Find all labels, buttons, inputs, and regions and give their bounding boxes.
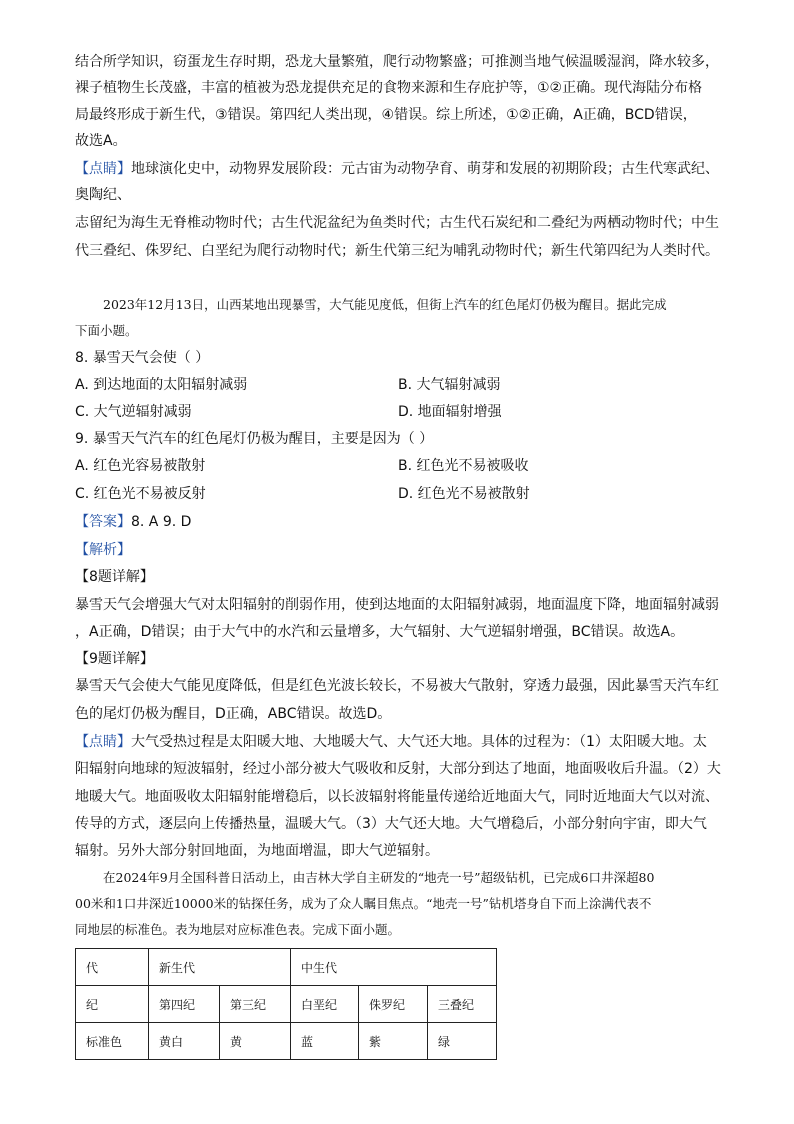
analysis-label: 【解析】: [75, 542, 131, 558]
detail-8-line: 暴雪天气会增强大气对太阳辐射的削弱作用，使到达地面的太阳辐射减弱，地面温度下降，地面辐射减弱: [75, 597, 719, 613]
note-line: 地暖大气。地面吸收太阳辐射能增稳后，以长波辐射将能量传递给近地面大气，同时近地面大气以对流、: [75, 789, 719, 805]
note-line: 传导的方式，逐层向上传播热量，温暖大气。（3）大气还大地。大气增稳后，小部分射向宇宙，即大气: [75, 816, 707, 832]
table-cell: 蓝: [291, 1023, 359, 1060]
table-cell: 黄白: [149, 1023, 220, 1060]
question-8-stem: 8. 暴雪天气会使（ ）: [75, 350, 210, 366]
note-line: 地球演化史中，动物界发展阶段：元古宙为动物孕育、萌芽和发展的初期阶段；古生代寒武纪、: [131, 161, 719, 177]
analysis-line: 局最终形成于新生代，③错误。第四纪人类出现，④错误。综上所述，①②正确，A正确，BCD错误，: [75, 107, 697, 123]
analysis-line: 裸子植物生长茂盛，丰富的植被为恐龙提供充足的食物来源和生存庇护等，①②正确。现代海陆分布格: [75, 80, 703, 96]
table-header-cell: 纪: [76, 986, 149, 1023]
table-row: [76, 949, 497, 986]
note-paragraph: [75, 156, 719, 182]
passage-line: 在2024年9月全国科普日活动上，由吉林大学自主研发的“地壳一号”超级钻机，已完成6口井深超80: [103, 870, 655, 885]
table-cell: 白垩纪: [291, 986, 359, 1023]
table-cell: 绿: [428, 1023, 497, 1060]
table-cell: 侏罗纪: [359, 986, 428, 1023]
note-line: 志留纪为海生无脊椎动物时代；古生代泥盆纪为鱼类时代；古生代石炭纪和二叠纪为两栖动物时代；中生: [75, 215, 719, 231]
question-9-option-c: C. 红色光不易被反射: [75, 486, 206, 502]
question-9-stem: 9. 暴雪天气汽车的红色尾灯仍极为醒目，主要是因为（ ）: [75, 431, 434, 447]
table-header-cell: 代: [76, 949, 149, 986]
detail-8-line: ，A正确，D错误；由于大气中的水汽和云量增多，大气辐射、大气逆辐射增强，BC错误。故选A。: [75, 624, 685, 640]
analysis-line: 结合所学知识，窃蛋龙生存时期，恐龙大量繁殖，爬行动物繁盛；可推测当地气候温暖湿润，降水较多，: [75, 54, 719, 70]
note-line: 阳辐射向地球的短波辐射，经过小部分被大气吸收和反射，大部分到达了地面，地面吸收后升温。（2）大: [75, 761, 721, 777]
question-8-option-b: B. 大气辐射减弱: [398, 377, 501, 393]
note-label: 【点睛】: [75, 734, 131, 750]
question-8-option-a: A. 到达地面的太阳辐射减弱: [75, 377, 248, 393]
table-row: [76, 986, 497, 1023]
question-9-option-a: A. 红色光容易被散射: [75, 458, 206, 474]
detail-9-line: 色的尾灯仍极为醒目，D正确，ABC错误。故选D。: [75, 706, 392, 722]
note-label: 【点睛】: [75, 161, 131, 177]
detail-9-line: 暴雪天气会使大气能见度降低，但是红色光波长较长，不易被大气散射，穿透力最强，因此暴雪天汽车红: [75, 678, 719, 694]
detail-9-label: 【9题详解】: [75, 651, 154, 667]
table-cell: 黄: [220, 1023, 291, 1060]
analysis-line: 故选A。: [75, 133, 127, 149]
passage-line: 同地层的标准色。表为地层对应标准色表。完成下面小题。: [75, 922, 401, 937]
table-cell: 三叠纪: [428, 986, 497, 1023]
passage-line: 下面小题。: [75, 323, 138, 338]
table-header-cell: 标准色: [76, 1023, 149, 1060]
note-line: 辐射。另外大部分射回地面，为地面增温，即大气逆辐射。: [75, 843, 439, 859]
note-line: 奥陶纪、: [75, 187, 131, 203]
question-8-option-d: D. 地面辐射增强: [398, 404, 502, 420]
note-line: 大气受热过程是太阳暖大地、大地暖大气、大气还大地。具体的过程为：（1）太阳暖大地。太: [131, 734, 707, 750]
table-cell: 新生代: [149, 949, 291, 986]
question-8-option-c: C. 大气逆辐射减弱: [75, 404, 192, 420]
strata-color-table: [75, 948, 497, 1060]
answer-text: 8. A 9. D: [131, 514, 192, 530]
question-9-option-b: B. 红色光不易被吸收: [398, 458, 529, 474]
passage-line: 00米和1口井深近10000米的钻探任务，成为了众人瞩目焦点。“地壳一号”钻机塔身自下而上涂满代表不: [75, 896, 652, 911]
table-row: [76, 1023, 497, 1060]
table-cell: 第四纪: [149, 986, 220, 1023]
note-paragraph: [75, 729, 707, 755]
note-line: 代三叠纪、侏罗纪、白垩纪为爬行动物时代；新生代第三纪为哺乳动物时代；新生代第四纪为人类时代。: [75, 243, 719, 259]
answer-label: 【答案】: [75, 514, 131, 530]
answer-line: [75, 509, 191, 535]
table-cell: 第三纪: [220, 986, 291, 1023]
table-cell: 紫: [359, 1023, 428, 1060]
table-cell: 中生代: [291, 949, 497, 986]
question-9-option-d: D. 红色光不易被散射: [398, 486, 530, 502]
detail-8-label: 【8题详解】: [75, 569, 154, 585]
passage-line: 2023年12月13日，山西某地出现暴雪，大气能见度低，但街上汽车的红色尾灯仍极为醒目。据此完成: [103, 297, 667, 312]
